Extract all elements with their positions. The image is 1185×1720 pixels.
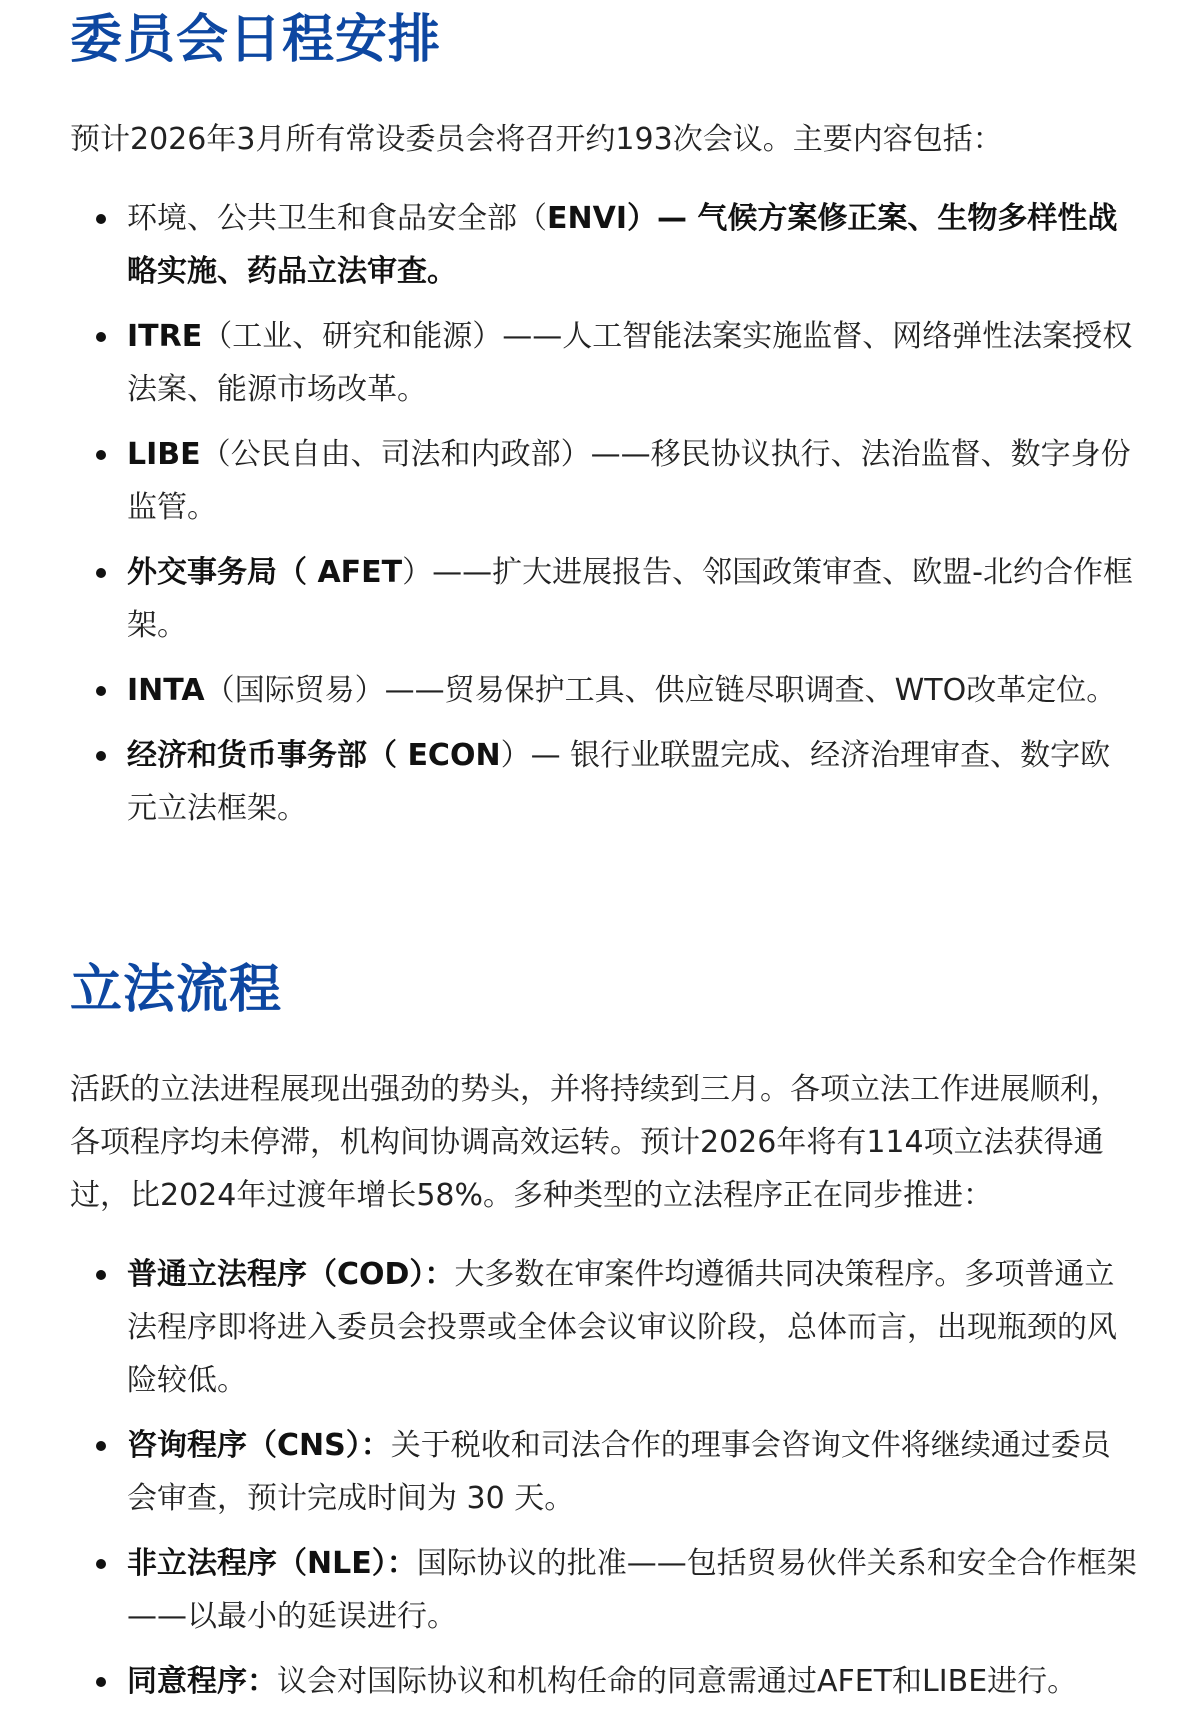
item-text: ）——扩大进展报告、邻国政策审查、欧盟-北约合作框架。 [127,555,1133,644]
item-text: （国际贸易）——贸易保护工具、供应链尽职调查、WTO改革定位。 [204,673,1117,709]
item-label: 非立法程序（NLE）： [127,1546,417,1582]
bullet-icon [96,450,106,460]
item-label: LIBE [127,437,201,473]
list-item-cod [70,1248,1140,1407]
item-text: ）— 银行业联盟完成、经济治理审查、数字欧元立法框架。 [127,738,1111,827]
bullet-icon [96,1559,106,1569]
item-label: 同意程序： [127,1664,277,1700]
item-label: 外交事务局（ AFET [127,555,403,591]
item-text: （工业、研究和能源）——人工智能法案实施监督、网络弹性法案授权法案、能源市场改革。 [127,319,1133,408]
list-item-itre [70,310,1140,416]
procedure-list [70,1248,1140,1708]
item-label: 经济和货币事务部（ ECON [127,738,501,774]
item-text: （公民自由、司法和内政部）——移民协议执行、法治监督、数字身份监管。 [127,437,1131,526]
bullet-icon [96,1270,106,1280]
committee-schedule-section [70,12,1140,847]
committee-intro: 预计2026年3月所有常设委员会将召开约193次会议。主要内容包括： [70,122,1003,158]
list-item-consent [70,1655,1140,1708]
legislative-intro: 活跃的立法进程展现出强劲的势头，并将持续到三月。各项立法工作进展顺利，各项程序均未停滞，机构间协调高效运转。预计2026年将有114项立法获得通过，比2024年过渡年增长58%。多种类型的立法程序正在同步推进： [70,1072,1120,1214]
list-item-afet [70,546,1140,652]
bullet-icon [96,1441,106,1451]
item-text: 大多数在审案件均遵循共同决策程序。多项普通立法程序即将进入委员会投票或全体会议审议阶段，总体而言，出现瓶颈的风险较低。 [127,1257,1117,1399]
committee-list [70,192,1140,835]
item-label: 普通立法程序（COD）： [127,1257,455,1293]
item-label: ENVI）— 气候方案修正案、生物多样性战略实施、药品立法审查。 [127,201,1118,290]
item-label: ITRE [127,319,203,355]
bullet-icon [96,214,106,224]
list-item-nle [70,1537,1140,1643]
bullet-icon [96,751,106,761]
bullet-icon [96,686,106,696]
item-prefix: 环境、公共卫生和食品安全部（ [127,201,547,237]
list-item-envi [70,192,1140,298]
list-item-cns [70,1419,1140,1525]
bullet-icon [96,1677,106,1687]
item-text: 关于税收和司法合作的理事会咨询文件将继续通过委员会审查，预计完成时间为 30 天。 [127,1428,1111,1517]
list-item-inta [70,664,1140,717]
item-text: 议会对国际协议和机构任命的同意需通过AFET和LIBE进行。 [277,1664,1078,1700]
list-item-libe [70,428,1140,534]
list-item-econ [70,729,1140,835]
legislative-process-section [70,962,1140,1720]
item-text: 国际协议的批准——包括贸易伙伴关系和安全合作框架——以最小的延误进行。 [127,1546,1137,1635]
item-label: INTA [127,673,205,709]
section-heading-legislative: 立法流程 [70,960,283,1020]
item-label: 咨询程序（CNS）： [127,1428,391,1464]
bullet-icon [96,568,106,578]
section-heading-committee: 委员会日程安排 [70,10,442,70]
bullet-icon [96,332,106,342]
